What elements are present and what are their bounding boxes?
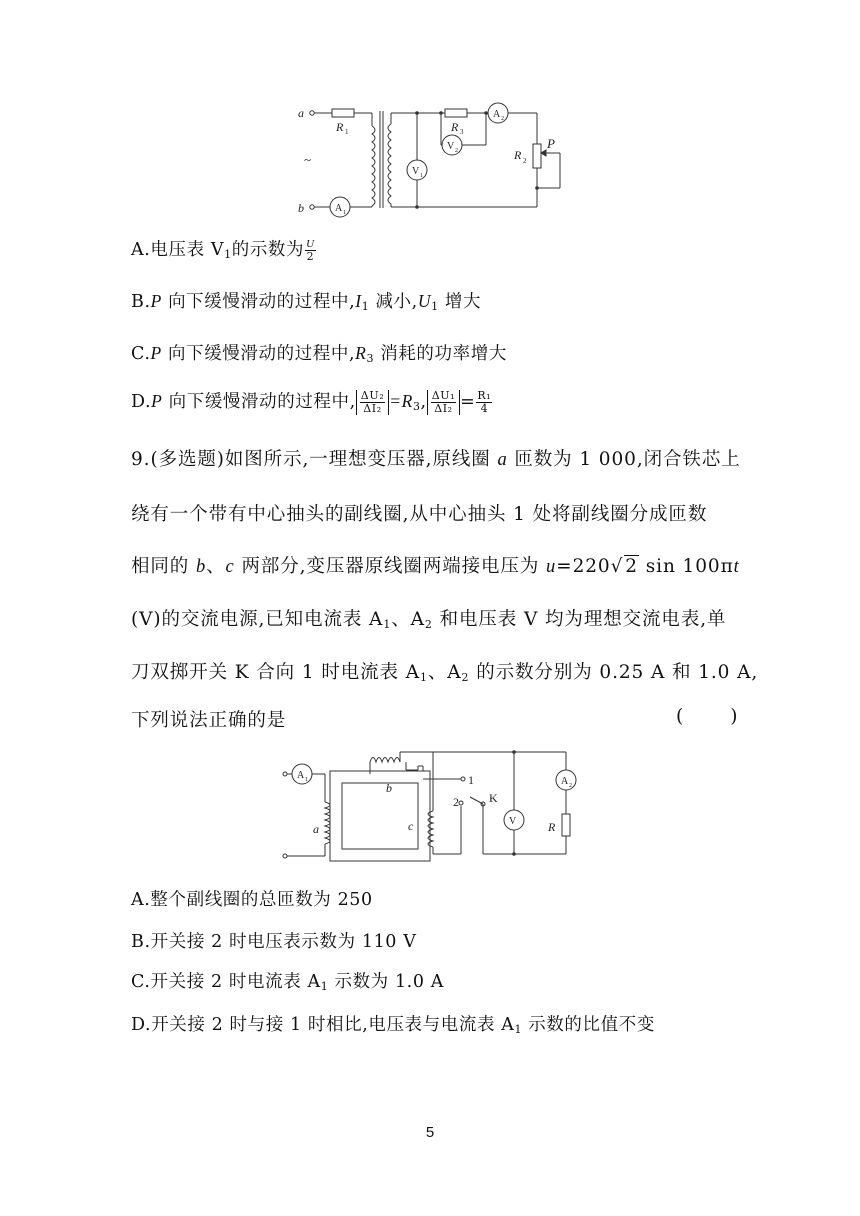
q8-label-b: b	[298, 201, 304, 215]
page-number: 5	[425, 1124, 435, 1141]
q9-option-c: C.开关接 2 时电流表 $A_1$ 示数为 1.0 A	[131, 972, 444, 993]
svg-text:2: 2	[455, 148, 458, 154]
q9-label-b: b	[386, 781, 392, 795]
answer-parentheses: ( )	[676, 706, 738, 727]
q8-option-b: B.P 向下缓慢滑动的过程中$,I_1$ 减小$,U_1$ 增大	[131, 291, 482, 313]
q9-line-4: (V)的交流电源,已知电流表 $A_1$、$A_2$ 和电压表 V 均为理想交流电表,单	[131, 609, 727, 631]
q9-a2-meter-icon: A	[561, 776, 569, 787]
q8-circuit-diagram	[290, 96, 590, 221]
svg-text:1: 1	[343, 210, 346, 216]
svg-text:1: 1	[420, 173, 423, 179]
q9-label-k: K	[489, 791, 498, 805]
svg-text:2: 2	[523, 157, 527, 165]
q8-label-r3: R	[451, 120, 459, 134]
q9-a1-meter-icon: A	[297, 770, 305, 781]
q8-label-r1: R	[336, 120, 344, 134]
q9-v-meter-icon: V	[509, 816, 517, 827]
q8-option-d: D.P 向下缓慢滑动的过程中, $\frac{\text{ΔU₂}}{\text{ΔI₂}}$ $=R_3$, $\frac{\text{ΔU₁}}{\text{ΔI₂}}$ = $\frac{\text{R₁}}{4}$	[131, 389, 492, 415]
q9-label-a: a	[313, 822, 319, 836]
q8-label-a: a	[298, 106, 304, 120]
svg-text:3: 3	[460, 128, 464, 136]
q8-v1-meter-icon: V	[412, 166, 420, 177]
q9-line-3: 相同的 b、c 两部分,变压器原线圈两端接电压为 u=220√ 2 sin 100πt	[131, 556, 740, 577]
q9-line-2: 绕有一个带有中心抽头的副线圈,从中心抽头 1 处将副线圈分成匝数	[131, 504, 708, 525]
q9-label-2: 2	[453, 795, 459, 809]
q9-option-b: B.开关接 2 时电压表示数为 110 V	[131, 932, 417, 952]
q9-line-1: 9.(多选题)如图所示,一理想变压器,原线圈 a 匝数为 1 000,闭合铁芯上	[131, 449, 741, 470]
svg-text:A: A	[335, 203, 343, 214]
q9-transformer-diagram	[278, 746, 588, 868]
q8-v2-meter-icon: V	[447, 141, 455, 152]
q9-label-1: 1	[468, 773, 474, 787]
q9-option-d: D.开关接 2 时与接 1 时相比,电压表与电流表 $A_1$ 示数的比值不变	[131, 1015, 655, 1036]
q8-a2-meter-icon: A	[493, 109, 501, 120]
q9-line-6: 下列说法正确的是	[131, 710, 287, 731]
q9-line-5: 刀双掷开关 K 合向 1 时电流表 $A_1$、$A_2$ 的示数分别为 0.25 A 和 1.0 A,	[131, 662, 759, 684]
q8-label-p: P	[547, 136, 555, 151]
q8-ac-symbol: ~	[304, 152, 312, 167]
q9-label-r: R	[548, 820, 556, 834]
svg-text:1: 1	[305, 777, 308, 783]
svg-text:1: 1	[345, 128, 349, 136]
svg-text:2: 2	[501, 116, 504, 122]
q9-label-c: c	[408, 819, 414, 833]
q8-label-r2: R	[514, 148, 522, 162]
q8-option-c: C.P 向下缓慢滑动的过程中$,R_3$ 消耗的功率增大	[131, 343, 507, 365]
fraction: $\frac{U}{2}$	[306, 238, 315, 263]
q8-option-a: A.电压表 $V_1$的示数为 $\frac{U}{2}$	[131, 238, 315, 263]
q9-option-a: A.整个副线圈的总匝数为 250	[131, 890, 373, 910]
svg-text:2: 2	[569, 783, 572, 789]
